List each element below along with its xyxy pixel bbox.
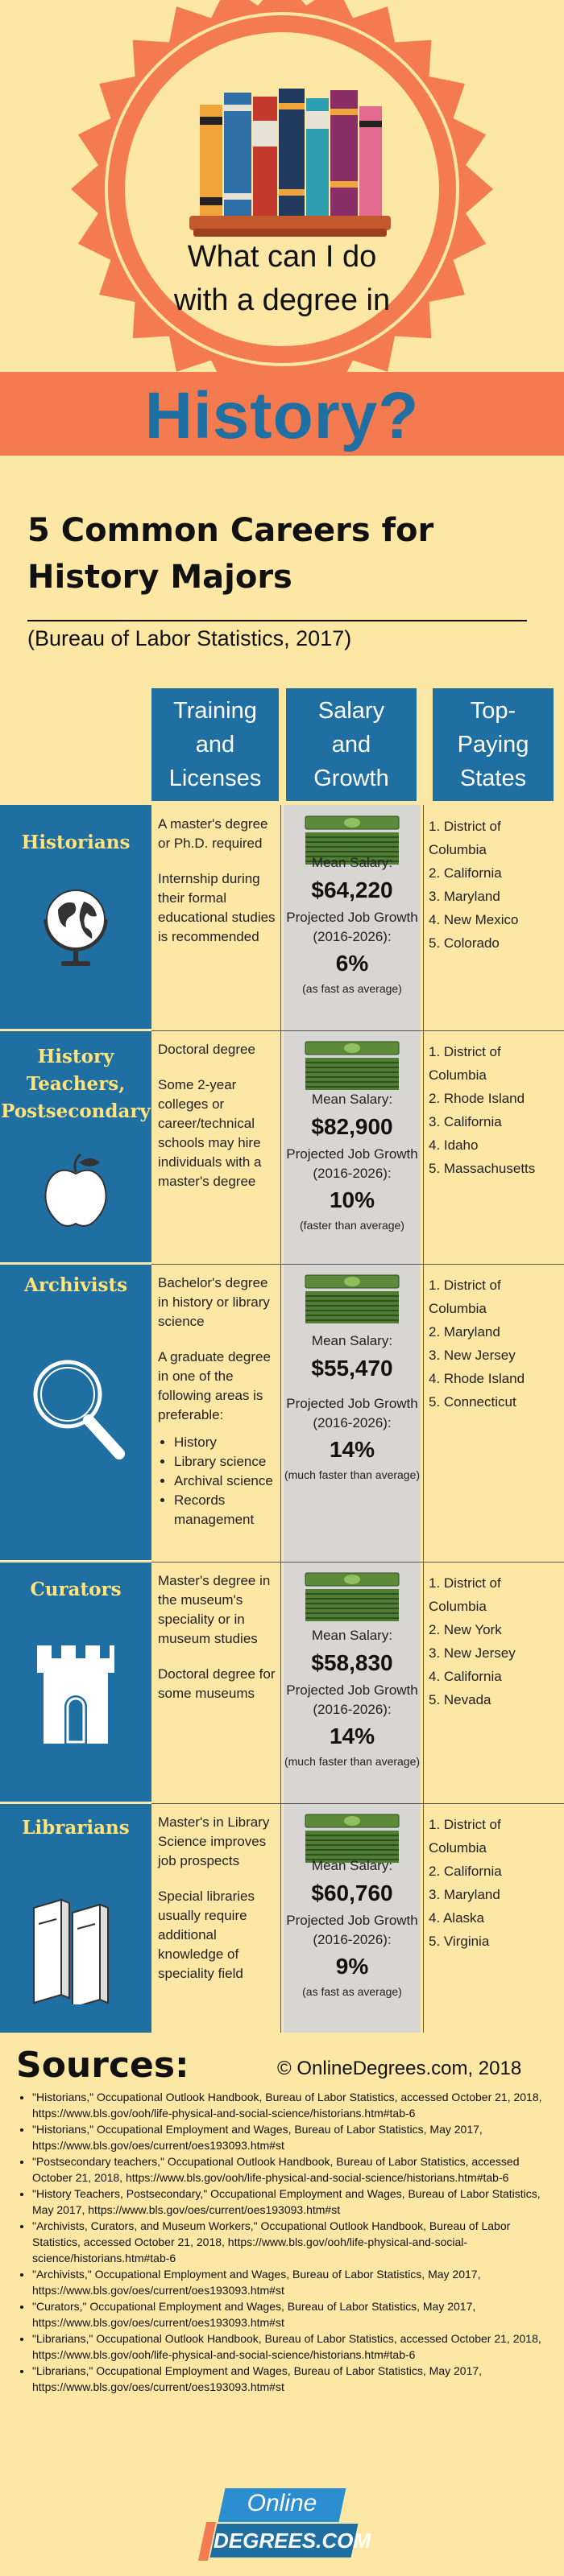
- state-item: 1. District of Columbia: [429, 1575, 501, 1614]
- career-name: [0, 1576, 151, 1604]
- top-states-cell: [429, 815, 558, 955]
- career-row-librarians: [0, 1803, 564, 2033]
- page-subtitle: [27, 507, 543, 601]
- salary-cell: [284, 805, 421, 1030]
- source-item: • "Archivists," Occupational Employment and Wages, Bureau of Labor Statistics, May 2017, https://www.bls.gov/oes/current/oes193093.htm#st: [32, 2266, 556, 2298]
- training-text: Master's in Library Science improves job prospects: [158, 1814, 270, 1868]
- money-stack-icon: [304, 1274, 400, 1325]
- money-stack-icon: [304, 1571, 400, 1623]
- career-row-history-teachers: [0, 1030, 564, 1264]
- sources-heading: Sources:: [16, 2045, 189, 2086]
- column-header-salary: [286, 688, 417, 801]
- training-text: Special libraries usually require additional knowledge of speciality field: [158, 1889, 255, 1981]
- onlinedegrees-logo: [214, 2483, 371, 2564]
- subtitle-divider: [27, 620, 527, 621]
- career-separator: [0, 1262, 151, 1265]
- career-name-line: Historians: [21, 832, 131, 853]
- books-icon: [23, 1892, 127, 2004]
- job-growth-label: Projected Job Growth (2016-2026):: [286, 1146, 418, 1181]
- mean-salary-label: Mean Salary:: [311, 1628, 393, 1643]
- column-header-training: [151, 688, 279, 801]
- source-note: (Bureau of Labor Statistics, 2017): [27, 626, 352, 650]
- castle-tower-icon: [32, 1642, 119, 1747]
- job-growth-value: 6%: [335, 951, 369, 976]
- top-states-cell: [429, 1274, 558, 1414]
- source-item: • "History Teachers, Postsecondary," Occupational Employment and Wages, Bureau of Labor Statistics, May 2017, https://www.bls.gov/oes/current/oes193093.htm#st: [32, 2186, 556, 2218]
- career-separator: [0, 1029, 151, 1031]
- career-cell: [0, 1562, 151, 1803]
- career-name: [0, 1272, 151, 1299]
- state-item: 4. Rhode Island: [429, 1371, 525, 1386]
- training-cell: [158, 1571, 279, 1719]
- top-states-cell: [429, 1813, 558, 1953]
- column-header-salary-line: Salary: [317, 698, 385, 724]
- headline-question-line1: What can I do: [187, 240, 377, 274]
- table-divider: [423, 805, 424, 2033]
- source-item: • "Curators," Occupational Employment and Wages, Bureau of Labor Statistics, May 2017, https://www.bls.gov/oes/current/oes193093.htm#st: [32, 2298, 556, 2330]
- salary-cell: [284, 1264, 421, 1562]
- column-header-states: [433, 688, 554, 801]
- career-name: [0, 1814, 151, 1842]
- sources-list: [16, 2089, 556, 2395]
- apple-icon: [42, 1151, 110, 1232]
- column-header-salary-line: Growth: [313, 766, 389, 791]
- training-cell: [158, 815, 279, 963]
- career-separator: [0, 1560, 151, 1563]
- state-item: 3. New Jersey: [429, 1348, 516, 1363]
- career-name-line: Librarians: [22, 1817, 130, 1839]
- globe-icon: [35, 877, 116, 974]
- magnifier-icon: [24, 1352, 129, 1465]
- state-item: 2. Maryland: [429, 1324, 500, 1340]
- career-name-line: Archivists: [23, 1274, 128, 1296]
- table-divider: [151, 1803, 564, 1804]
- job-growth-label: Projected Job Growth (2016-2026):: [286, 910, 418, 944]
- state-item: 1. District of Columbia: [429, 1278, 501, 1316]
- subtitle-line1: 5 Common Careers for: [27, 512, 434, 549]
- training-list-item: • History: [174, 1433, 279, 1452]
- job-growth-label: Projected Job Growth (2016-2026):: [286, 1913, 418, 1947]
- table-divider: [151, 1562, 564, 1563]
- column-header-states-line: Top-: [470, 698, 516, 724]
- career-name-line: History: [37, 1046, 114, 1067]
- training-text: Bachelor's degree in history or library science: [158, 1275, 270, 1329]
- state-item: 4. California: [429, 1669, 502, 1684]
- training-text: A graduate degree in one of the following areas is preferable:: [158, 1349, 271, 1422]
- training-text: Internship during their formal educational studies is recommended: [158, 871, 276, 944]
- career-separator: [0, 1802, 151, 1804]
- job-growth-value: 10%: [329, 1187, 375, 1212]
- job-growth-note: (faster than average): [300, 1219, 404, 1232]
- training-list-item: • Library science: [174, 1452, 279, 1472]
- training-text: A master's degree or Ph.D. required: [158, 816, 268, 851]
- career-cell: [0, 1803, 151, 2033]
- money-stack-icon: [304, 1040, 400, 1092]
- column-header-states-line: States: [459, 766, 527, 791]
- top-states-cell: [429, 1571, 558, 1711]
- career-name-line: Curators: [30, 1579, 122, 1600]
- state-item: 5. Connecticut: [429, 1394, 516, 1410]
- source-item: • "Librarians," Occupational Outlook Handbook, Bureau of Labor Statistics, accessed October 21, 2018, https://www.bls.gov/ooh/life-physical-and-social-science/historians.htm#tab-6: [32, 2330, 556, 2363]
- state-item: 3. California: [429, 1114, 502, 1129]
- mean-salary-value: $82,900: [311, 1114, 393, 1139]
- training-list-item: • Records management: [174, 1491, 279, 1530]
- source-item: • "Historians," Occupational Employment and Wages, Bureau of Labor Statistics, May 2017, https://www.bls.gov/oes/current/oes193093.htm#st: [32, 2121, 556, 2153]
- history-title: History?: [144, 379, 420, 452]
- column-header-training-line: Training: [173, 698, 257, 724]
- job-growth-label: Projected Job Growth (2016-2026):: [286, 1396, 418, 1430]
- career-row-curators: [0, 1562, 564, 1803]
- state-item: 3. New Jersey: [429, 1645, 516, 1661]
- state-item: 4. New Mexico: [429, 912, 519, 927]
- mean-salary-value: $60,760: [311, 1880, 393, 1905]
- state-item: 2. California: [429, 1864, 502, 1879]
- source-item: • "Archivists, Curators, and Museum Workers," Occupational Outlook Handbook, Bureau of Labor Statistics, accessed October 21, 2018, https://www.bls.gov/ooh/life-physical-and-social-science/historians.htm#tab-6: [32, 2218, 556, 2266]
- career-cell: [0, 1030, 151, 1264]
- table-divider: [280, 805, 281, 2033]
- table-divider: [151, 1264, 564, 1265]
- job-growth-note: (as fast as average): [302, 982, 402, 995]
- salary-cell: [284, 1030, 421, 1264]
- headline-question-line2: with a degree in: [173, 283, 391, 317]
- job-growth-note: (much faster than average): [284, 1755, 421, 1768]
- logo-text-online: Online: [247, 2490, 317, 2516]
- mean-salary-label: Mean Salary:: [311, 1858, 393, 1873]
- column-header-states-line: Paying: [457, 732, 529, 758]
- career-name-line: Postsecondary: [1, 1100, 151, 1122]
- state-item: 4. Alaska: [429, 1910, 484, 1926]
- state-item: 5. Massachusetts: [429, 1161, 536, 1176]
- career-cell: [0, 805, 151, 1030]
- state-item: 5. Nevada: [429, 1692, 491, 1707]
- career-row-archivists: [0, 1264, 564, 1562]
- mean-salary-value: $55,470: [311, 1356, 393, 1381]
- state-item: 3. Maryland: [429, 1887, 500, 1902]
- career-name: [0, 829, 151, 857]
- source-item: • "Historians," Occupational Outlook Handbook, Bureau of Labor Statistics, accessed October 21, 2018, https://www.bls.gov/ooh/life-physical-and-social-science/historians.htm#tab-6: [32, 2089, 556, 2121]
- column-header-training-line: Licenses: [168, 766, 262, 791]
- subtitle-line2: History Majors: [27, 559, 292, 596]
- career-cell: [0, 1264, 151, 1562]
- job-growth-note: (much faster than average): [284, 1468, 421, 1481]
- training-text: Doctoral degree: [158, 1042, 255, 1057]
- logo-text-degrees: DEGREES.COM: [214, 2529, 371, 2553]
- career-name-line: Teachers,: [26, 1073, 126, 1095]
- training-cell: [158, 1813, 279, 2000]
- state-item: 2. Rhode Island: [429, 1091, 525, 1106]
- job-growth-value: 14%: [329, 1437, 375, 1462]
- state-item: 2. New York: [429, 1622, 502, 1637]
- books-on-shelf-icon: [189, 89, 391, 237]
- state-item: 1. District of Columbia: [429, 819, 501, 857]
- mean-salary-value: $58,830: [311, 1650, 393, 1675]
- column-header-training-line: and: [195, 732, 235, 758]
- salary-cell: [284, 1803, 421, 2033]
- job-growth-value: 14%: [329, 1724, 375, 1748]
- mean-salary-label: Mean Salary:: [311, 855, 393, 870]
- top-states-cell: [429, 1040, 558, 1180]
- career-name: [0, 1043, 151, 1125]
- career-row-historians: [0, 805, 564, 1030]
- column-header-salary-line: and: [331, 732, 371, 758]
- mean-salary-label: Mean Salary:: [311, 1333, 393, 1348]
- mean-salary-value: $64,220: [311, 877, 393, 902]
- training-cell: [158, 1274, 279, 1530]
- source-item: • "Librarians," Occupational Employment and Wages, Bureau of Labor Statistics, May 2017, https://www.bls.gov/oes/current/oes193093.htm#st: [32, 2363, 556, 2395]
- state-item: 3. Maryland: [429, 889, 500, 904]
- state-item: 2. California: [429, 865, 502, 881]
- training-text: Doctoral degree for some museums: [158, 1666, 276, 1701]
- job-growth-note: (as fast as average): [302, 1985, 402, 1998]
- state-item: 4. Idaho: [429, 1137, 479, 1153]
- training-cell: [158, 1040, 279, 1208]
- job-growth-value: 9%: [335, 1954, 369, 1979]
- state-item: 1. District of Columbia: [429, 1817, 501, 1856]
- job-growth-label: Projected Job Growth (2016-2026):: [286, 1682, 418, 1717]
- training-text: Some 2-year colleges or career/technical schools may hire individuals with a master's degree: [158, 1077, 262, 1189]
- source-item: • "Postsecondary teachers," Occupational Outlook Handbook, Bureau of Labor Statistics, accessed October 21, 2018, https://www.bls.gov/ooh/life-physical-and-social-science/historians.htm#tab-6: [32, 2153, 556, 2186]
- state-item: 1. District of Columbia: [429, 1044, 501, 1083]
- training-list-item: • Archival science: [174, 1472, 279, 1491]
- salary-cell: [284, 1562, 421, 1803]
- state-item: 5. Colorado: [429, 935, 500, 951]
- training-text: Master's degree in the museum's speciality or in museum studies: [158, 1573, 271, 1646]
- mean-salary-label: Mean Salary:: [311, 1092, 393, 1107]
- copyright-notice: © OnlineDegrees.com, 2018: [277, 2058, 522, 2079]
- state-item: 5. Virginia: [429, 1934, 490, 1949]
- table-divider: [151, 1030, 564, 1031]
